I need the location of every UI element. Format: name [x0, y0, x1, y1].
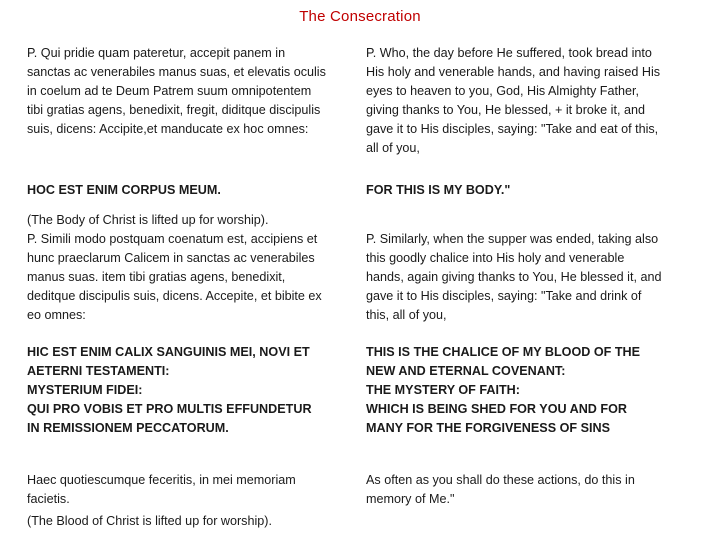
english-words-body: FOR THIS IS MY BODY.": [366, 183, 511, 197]
latin-consecration-chalice-intro: P. Simili modo postquam coenatum est, accipiens et hunc praeclarum Calicem in sanctas ac venerabiles manus suas. item tibi gratias agens, benedixit, deditque discipulis suis, dicens. Accepite, et bibite ex eo omnes:: [27, 232, 322, 323]
latin-consecration-bread-intro: P. Qui pridie quam pateretur, accepit panem in sanctas ac venerabiles manus suas, et elevatis oculis in coelum ad te Deum Patrem suum omnipotentem tibi gratias agens, benedixit, fregit, diditque discipulis suis, dicens: Accipite,et manducate ex hoc omnes:: [27, 46, 326, 137]
rubric-chalice-elevation: (The Blood of Christ is lifted up for worship).: [27, 514, 272, 528]
rubric-body-elevation: (The Body of Christ is lifted up for worship).: [27, 213, 269, 227]
english-consecration-bread-intro: P. Who, the day before He suffered, took bread into His holy and venerable hands, and having raised His eyes to heaven to you, God, His Almighty Father, giving thanks to You, He blessed, + it broke it, and gave it to His disciples, saying: "Take and eat of this, all of you,: [366, 46, 661, 156]
english-words-chalice: THIS IS THE CHALICE OF MY BLOOD OF THE NEW AND ETERNAL COVENANT: THE MYSTERY OF FAITH: WHICH IS BEING SHED FOR YOU AND FOR MANY FOR THE FORGIVENESS OF SINS: [366, 345, 641, 436]
page-title: The Consecration: [299, 8, 421, 25]
latin-words-body: HOC EST ENIM CORPUS MEUM.: [27, 183, 221, 197]
latin-memorial-command: Haec quotiescumque feceritis, in mei memoriam facietis.: [27, 473, 296, 507]
english-consecration-chalice-intro: P. Similarly, when the supper was ended, taking also this goodly chalice into His holy and venerable hands, again giving thanks to You, He blessed it, and gave it to His disciples, saying: "Take and drink of this, all of you,: [366, 232, 662, 323]
english-memorial-command: As often as you shall do these actions, do this in memory of Me.": [366, 473, 635, 507]
latin-words-chalice: HIC EST ENIM CALIX SANGUINIS MEI, NOVI ET AETERNI TESTAMENTI: MYSTERIUM FIDEI: QUI PRO VOBIS ET PRO MULTIS EFFUNDETUR IN REMISSIONEM PECCATORUM.: [27, 345, 312, 436]
